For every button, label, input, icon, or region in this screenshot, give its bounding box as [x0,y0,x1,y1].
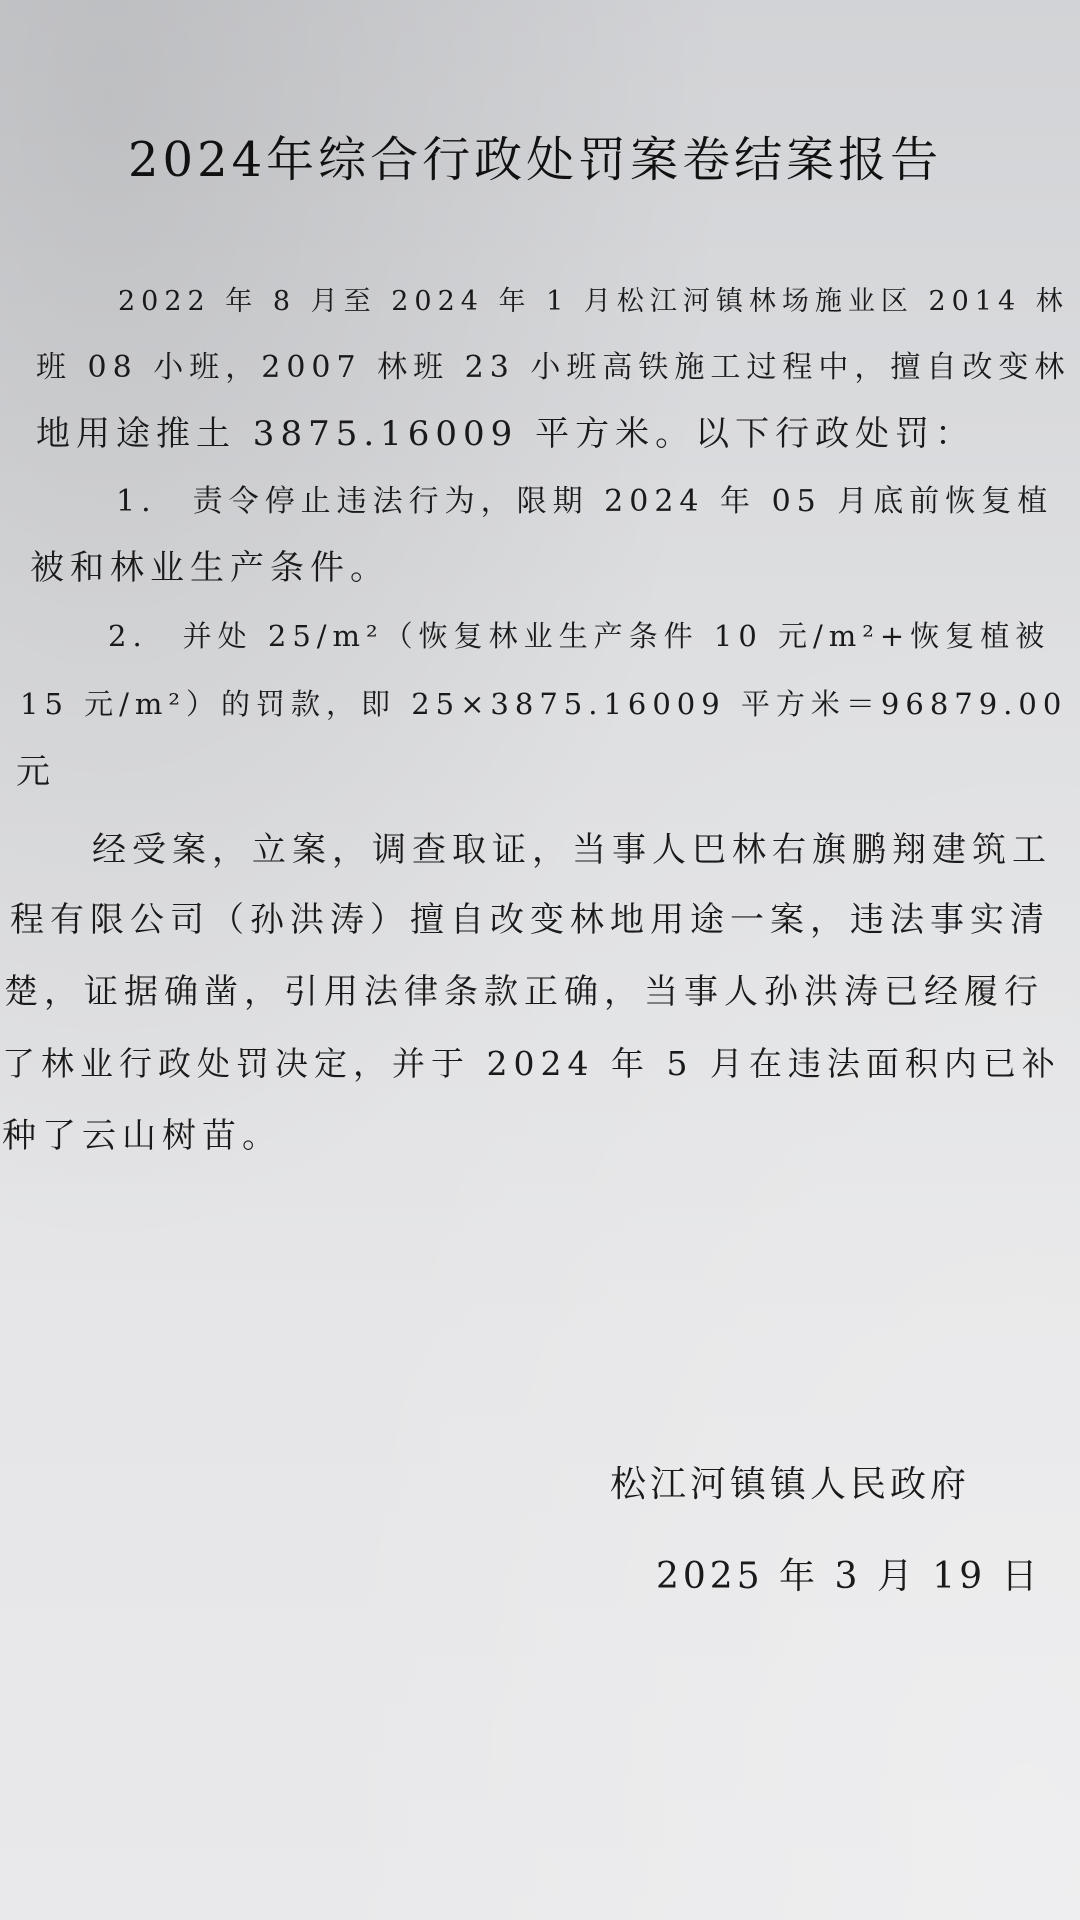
signature-organization: 松江河镇镇人民政府 [610,1464,971,1505]
paragraph-1-line-3: 地用途推土 3875.16009 平方米。以下行政处罚： [36,414,976,454]
paragraph-2-line-4: 了林业行政处罚决定，并于 2024 年 5 月在违法面积内已补 [2,1044,1061,1083]
document-title: 2024年综合行政处罚案卷结案报告 [128,132,943,188]
paragraph-2-line-1: 经受案，立案，调查取证，当事人巴林右旗鹏翔建筑工 [92,830,1052,870]
item-1-line-2: 被和林业生产条件。 [30,548,390,588]
signature-date: 2025 年 3 月 19 日 [656,1556,1042,1597]
paragraph-1-line-2: 班 08 小班，2007 林班 23 小班高铁施工过程中，擅自改变林 [36,350,1071,385]
item-2-line-1: 2. 并处 25/m²（恢复林业生产条件 10 元/m²+恢复植被 [108,619,1051,653]
paragraph-2-line-2: 程有限公司（孙洪涛）擅自改变林地用途一案，违法事实清 [10,900,1050,940]
paragraph-2-line-5: 种了云山树苗。 [2,1116,282,1156]
paragraph-1-line-1: 2022 年 8 月至 2024 年 1 月松江河镇林场施业区 2014 林 [118,286,1069,317]
paragraph-2-line-3: 楚，证据确凿，引用法律条款正确，当事人孙洪涛已经履行 [4,972,1044,1012]
item-2-line-3: 元 [16,752,56,792]
item-2-line-2: 15 元/m²）的罚款，即 25×3875.16009 平方米＝96879.00 [20,687,1068,721]
item-1-line-1: 1. 责令停止违法行为，限期 2024 年 05 月底前恢复植 [116,484,1054,519]
